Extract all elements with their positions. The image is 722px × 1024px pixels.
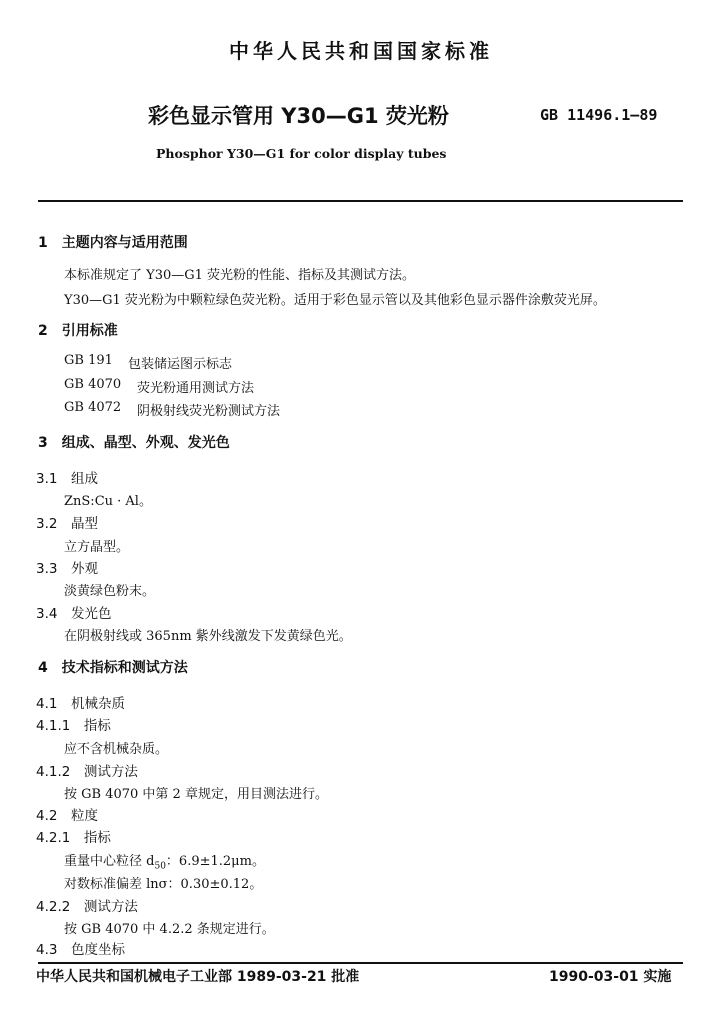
subsection-4-2-1-std-deviation: 对数标准偏差 lnσ：0.30±0.12。 (64, 877, 263, 892)
subsection-3-1-text: ZnS:Cu · Al。 (64, 494, 152, 509)
median-size-subscript: 50 (154, 861, 166, 872)
subsection-3-2-heading: 3.2 晶型 (36, 516, 98, 532)
median-size-value: ：6.9±1.2μm。 (165, 854, 265, 869)
approval-line: 中华人民共和国机械电子工业部 1989-03-21 批准 (36, 969, 360, 985)
reference-code: GB 191 (64, 353, 113, 368)
subsection-3-1-heading: 3.1 组成 (36, 471, 98, 487)
subsection-3-2-text: 立方晶型。 (64, 540, 130, 555)
issuing-body: 中华人民共和国国家标准 (229, 39, 493, 63)
header-divider (38, 200, 683, 202)
subsection-4-2-2-heading: 4.2.2 测试方法 (36, 899, 138, 915)
subsection-3-4-text: 在阴极射线或 365nm 紫外线激发下发黄绿色光。 (64, 629, 352, 644)
section-3-heading: 3 组成、晶型、外观、发光色 (38, 435, 230, 451)
subsection-4-1-1-text: 应不含机械杂质。 (64, 742, 169, 757)
section-4-heading: 4 技术指标和测试方法 (38, 660, 188, 676)
section-1-paragraph-2: Y30—G1 荧光粉为中颗粒绿色荧光粉。适用于彩色显示管以及其他彩色显示器件涂敷荧光屏。 (64, 293, 606, 308)
subsection-4-1-2-text: 按 GB 4070 中第 2 章规定，用目测法进行。 (64, 787, 328, 802)
subsection-3-3-text: 淡黄绿色粉末。 (64, 584, 156, 599)
subsection-4-2-1-heading: 4.2.1 指标 (36, 830, 111, 846)
document-title-cn: 彩色显示管用 Y30—G1 荧光粉 (148, 104, 449, 128)
footer-divider (38, 962, 683, 964)
subsection-3-3-heading: 3.3 外观 (36, 561, 98, 577)
implementation-date: 1990-03-01 实施 (549, 969, 672, 985)
reference-code: GB 4072 (64, 400, 122, 415)
document-title-en: Phosphor Y30—G1 for color display tubes (156, 146, 447, 161)
section-1-paragraph-1: 本标准规定了 Y30—G1 荧光粉的性能、指标及其测试方法。 (64, 268, 416, 283)
subsection-4-2-1-median-size (64, 850, 265, 872)
section-1-heading: 1 主题内容与适用范围 (38, 235, 188, 251)
subsection-4-1-2-heading: 4.1.2 测试方法 (36, 764, 138, 780)
subsection-3-4-heading: 3.4 发光色 (36, 606, 112, 622)
subsection-4-2-heading: 4.2 粒度 (36, 808, 98, 824)
reference-code: GB 4070 (64, 377, 122, 392)
subsection-4-1-1-heading: 4.1.1 指标 (36, 718, 111, 734)
median-size-label: 重量中心粒径 d (64, 854, 155, 869)
subsection-4-1-heading: 4.1 机械杂质 (36, 696, 125, 712)
subsection-4-3-heading: 4.3 色度坐标 (36, 942, 125, 958)
subsection-4-2-2-text: 按 GB 4070 中 4.2.2 条规定进行。 (64, 922, 275, 937)
reference-name: 阴极射线荧光粉测试方法 (137, 404, 281, 419)
reference-name: 荧光粉通用测试方法 (137, 381, 255, 396)
section-2-heading: 2 引用标准 (38, 323, 118, 339)
standard-code: GB 11496.1—89 (540, 106, 658, 124)
reference-name: 包装储运图示标志 (128, 357, 233, 372)
